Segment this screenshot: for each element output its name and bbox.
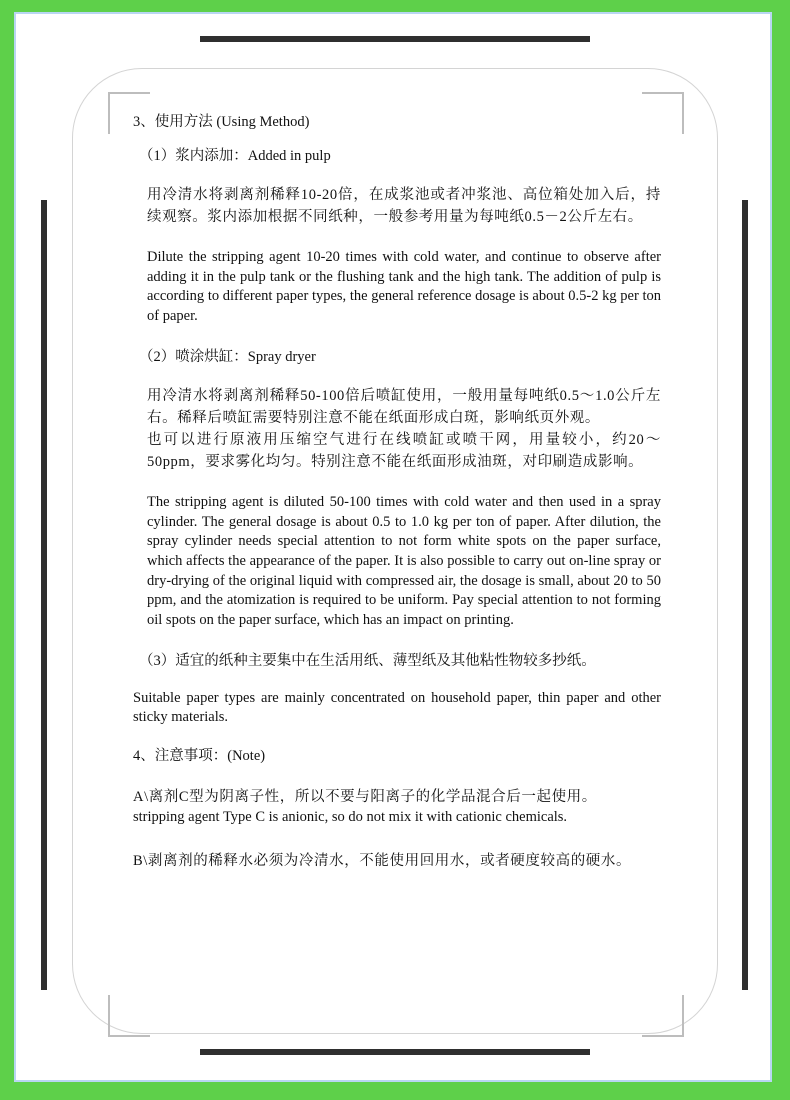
subsection-title-paper-types: （3）适宜的纸种主要集中在生活用纸、薄型纸及其他粘性物较多抄纸。	[139, 652, 596, 669]
corner-bracket-bottom-right	[642, 995, 684, 1037]
note-a-en: stripping agent Type C is anionic, so do not mix it with cationic chemicals.	[133, 809, 568, 826]
paragraph-spray-en	[147, 493, 661, 631]
section-heading-note: 4、注意事项：(Note)	[133, 748, 266, 765]
note-b-zh: B\剥离剂的稀释水必须为冷清水，不能使用回用水，或者硬度较高的硬水。	[133, 852, 632, 869]
pulp-en-text: Dilute the stripping agent 10-20 times with cold water, and continue to observe after adding it in the pulp tank or the flushing tank and the high tank. The addition of pulp is according to different paper types, the general reference dosage is about 0.5-2 kg per ton of paper.	[147, 249, 661, 325]
right-decorative-bar	[742, 200, 748, 990]
document-content	[133, 112, 661, 890]
paper-types-en-text: Suitable paper types are mainly concentrated on household paper, thin paper and other sticky materials.	[133, 689, 661, 726]
pulp-zh-text: 用冷清水将剥离剂稀释10-20倍，在成浆池或者冲浆池、高位箱处加入后，持续观察。浆内添加根据不同纸种，一般参考用量为每吨纸0.5－2公斤左右。	[147, 187, 661, 225]
note-a-zh: A\离剂C型为阴离子性，所以不要与阳离子的化学品混合后一起使用。	[133, 789, 597, 806]
subsection-title-spray: （2）喷涂烘缸：Spray dryer	[139, 348, 316, 365]
bottom-decorative-bar	[200, 1049, 590, 1055]
corner-bracket-bottom-left	[108, 995, 150, 1037]
paragraph-paper-types-en	[133, 689, 661, 728]
note-a	[133, 786, 661, 828]
paragraph-pulp-en	[147, 248, 661, 327]
paragraph-pulp-zh	[147, 184, 661, 228]
paragraph-spray-zh	[147, 385, 661, 473]
note-b	[133, 850, 661, 872]
section-heading-using-method: 3、使用方法 (Using Method)	[133, 114, 310, 130]
left-decorative-bar	[41, 200, 47, 990]
top-decorative-bar	[200, 36, 590, 42]
subsection-title-pulp: （1）浆内添加：Added in pulp	[139, 148, 331, 164]
spray-zh-text: 用冷清水将剥离剂稀释50-100倍后喷缸使用，一般用量每吨纸0.5～1.0公斤左右。稀释后喷缸需要特别注意不能在纸面形成白斑，影响纸页外观。	[147, 387, 661, 426]
spray-zh-text-2: 也可以进行原液用压缩空气进行在线喷缸或喷干网，用量较小，约20～50ppm，要求雾化均匀。特别注意不能在纸面形成油斑，对印刷造成影响。	[147, 431, 661, 470]
spray-en-text: The stripping agent is diluted 50-100 times with cold water and then used in a spray cylinder. The general dosage is about 0.5 to 1.0 kg per ton of paper. After dilution, the spray cylinder needs special attention to not form white spots on the paper surface, which affects the appearance of the paper. It is also possible to carry out on-line spray or dry-drying of the original liquid with compressed air, the dosage is small, about 20 to 50 ppm, and the atomization is required to be uniform. Pay special attention to not forming oil spots on the paper surface, which has an impact on printing.	[147, 493, 661, 629]
